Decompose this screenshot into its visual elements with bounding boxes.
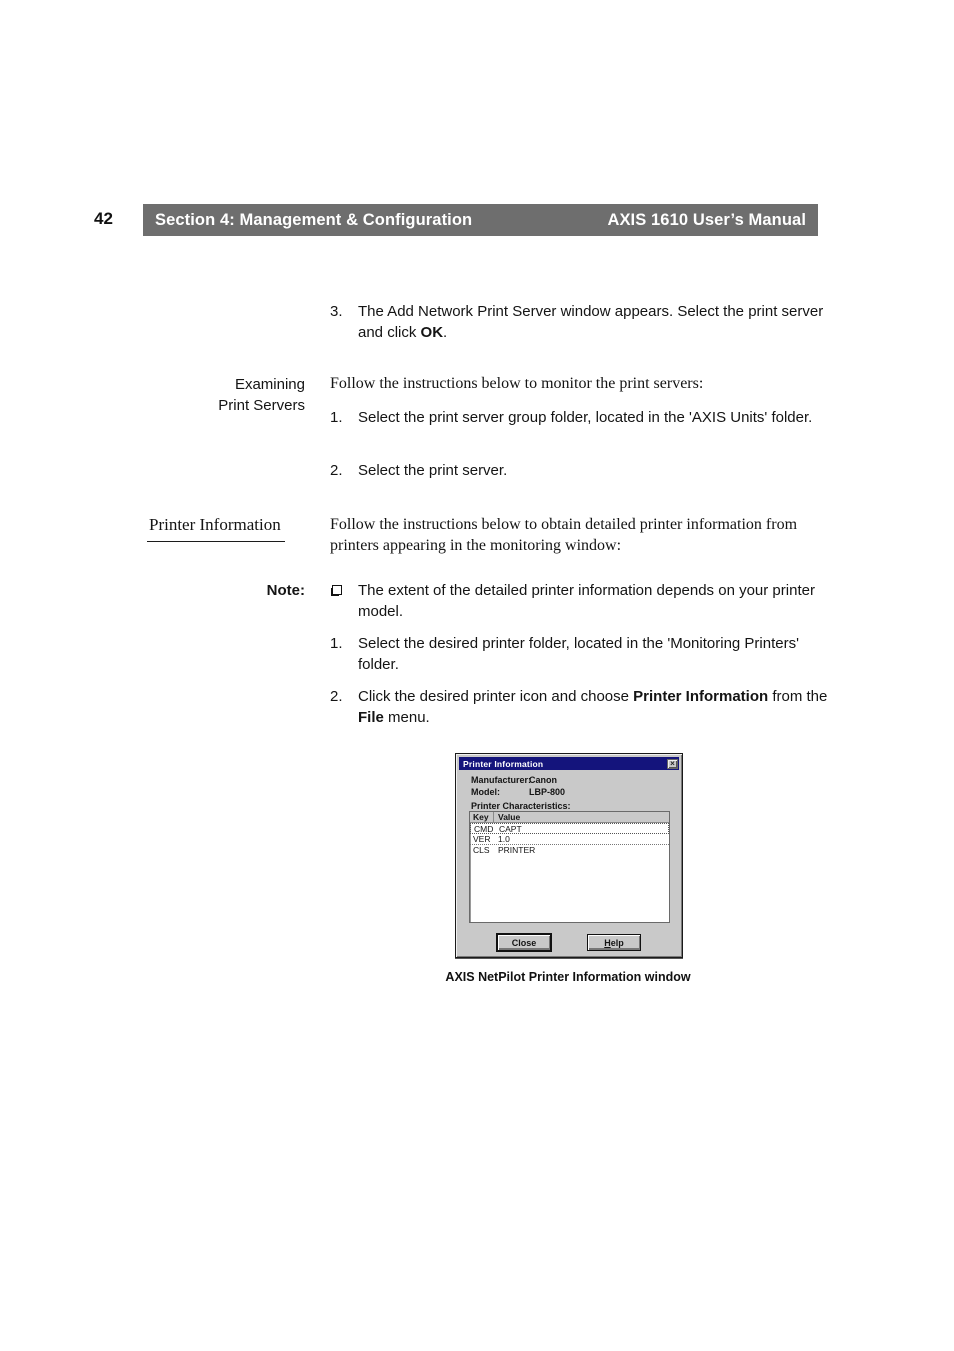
dialog-titlebar[interactable]	[459, 757, 679, 770]
help-button-initial: H	[604, 937, 611, 948]
manufacturer-label: Manufacturer:	[471, 775, 532, 785]
step-text-suffix: menu.	[383, 709, 430, 726]
sidebar-label-examining-print-servers	[140, 374, 305, 416]
listbox-header-row	[470, 812, 669, 823]
listbox-row-ver[interactable]	[470, 834, 669, 845]
close-button[interactable]: Close	[497, 934, 551, 951]
model-label: Model:	[471, 787, 500, 797]
model-value: LBP-800	[529, 787, 566, 797]
listbox-row-cmd[interactable]	[470, 823, 669, 834]
step-number: 2.	[330, 688, 343, 705]
value-column-header: Value	[498, 812, 521, 822]
section-heading-wrap	[147, 515, 285, 542]
manufacturer-value: Canon	[529, 775, 557, 785]
header-section-title: Section 4: Management & Configuration	[155, 210, 473, 229]
step-text-run: Click the desired printer icon and choose	[358, 688, 634, 705]
characteristics-label: Printer Characteristics:	[471, 801, 571, 811]
step-text-bold-file: File	[358, 709, 384, 726]
numbered-step	[330, 460, 830, 481]
dialog-title: Printer Information	[463, 758, 544, 769]
header-manual-title: AXIS 1610 User’s Manual	[607, 210, 806, 229]
figure-caption: AXIS NetPilot Printer Information window	[445, 970, 691, 984]
row-value: 1.0	[498, 834, 510, 844]
step-text: Select the print server group folder, located in the 'AXIS Units' folder.	[358, 409, 813, 426]
step-text-bold-ok: OK	[420, 324, 444, 341]
printer-information-dialog	[455, 753, 683, 958]
numbered-step-add-print-server	[330, 301, 830, 343]
note-text: The extent of the detailed printer information depends on your printer model.	[358, 582, 815, 620]
note-label: Note:	[266, 582, 305, 599]
characteristics-listbox[interactable]	[469, 811, 670, 923]
step-text-run: from the	[768, 688, 828, 705]
section-heading-printer-information: Printer Information	[147, 515, 285, 542]
key-column-header: Key	[470, 812, 494, 822]
step-number: 2.	[330, 462, 343, 479]
step-text-run: The Add Network Print Server window appears. Select the print server and click	[358, 303, 824, 341]
row-value: CAPT	[499, 824, 522, 834]
numbered-step	[330, 686, 830, 728]
row-key: VER	[473, 834, 491, 844]
step-text	[358, 301, 830, 343]
row-value: PRINTER	[498, 845, 536, 855]
step-text-suffix: .	[443, 324, 448, 341]
sidebar-label-line2: Print Servers	[218, 397, 305, 414]
step-number: 1.	[330, 635, 343, 652]
page-number: 42	[94, 209, 113, 228]
step-number: 3.	[330, 303, 343, 320]
row-key: CLS	[473, 845, 490, 855]
examining-intro-paragraph: Follow the instructions below to monitor the print servers:	[330, 375, 704, 392]
row-key: CMD	[474, 824, 494, 834]
help-button[interactable]	[587, 934, 641, 951]
printer-information-intro-paragraph: Follow the instructions below to obtain detailed printer information from printers appearing in the monitoring window:	[330, 516, 798, 554]
step-text: Select the desired printer folder, located in the 'Monitoring Printers' folder.	[358, 635, 799, 673]
step-text	[358, 686, 830, 728]
step-number: 1.	[330, 409, 343, 426]
ballot-box-icon	[332, 585, 342, 595]
help-button-rest: elp	[610, 937, 624, 948]
step-text-bold-printer-information: Printer Information	[633, 688, 769, 705]
listbox-row-cls[interactable]	[470, 845, 669, 856]
numbered-step	[330, 633, 830, 675]
close-icon[interactable]: ×	[667, 759, 678, 769]
numbered-step	[330, 407, 830, 428]
sidebar-label-line1: Examining	[234, 376, 305, 393]
header-bar	[143, 204, 818, 236]
step-text: Select the print server.	[358, 462, 508, 479]
